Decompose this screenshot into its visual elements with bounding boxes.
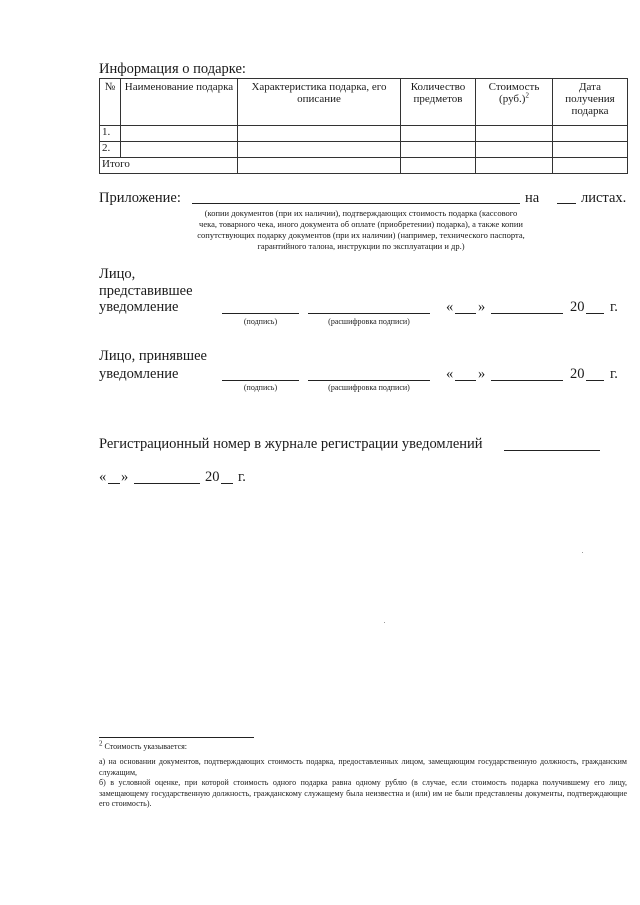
header-quantity: Количество предметов [401,79,476,126]
scan-speck [384,622,385,623]
row-date[interactable] [553,126,628,142]
row-date[interactable] [553,142,628,158]
header-date: Дата получения подарка [553,79,628,126]
table-total-row [100,158,628,174]
attachment-docs-line[interactable] [192,203,520,204]
receiver-day-line[interactable] [455,380,476,381]
receiver-label-line2: уведомление [99,366,179,382]
receiver-quote-open: « [446,366,454,382]
header-cost [476,79,553,126]
submitter-month-line[interactable] [491,313,563,314]
receiver-year-line[interactable] [586,380,604,381]
footnote-mark: 2 [99,739,103,748]
submitter-label-line2: представившее [99,283,193,299]
registration-label: Регистрационный номер в журнале регистрации уведомлений [99,436,483,452]
header-name: Наименование подарка [121,79,238,126]
receiver-decoding-caption: (расшифровка подписи) [328,383,410,392]
receiver-label-line1: Лицо, принявшее [99,348,207,364]
total-date [553,158,628,174]
gifts-table [99,78,628,174]
row-quantity[interactable] [401,142,476,158]
row-name[interactable] [121,142,238,158]
registration-year-line[interactable] [221,483,233,484]
attachment-on-label: на [525,190,540,206]
total-cost[interactable] [476,158,553,174]
row-description[interactable] [238,126,401,142]
header-description: Характеристика подарка, его описание [238,79,401,126]
registration-number-line[interactable] [504,450,600,451]
submitter-label-line3: уведомление [99,299,179,315]
row-cost[interactable] [476,126,553,142]
receiver-signature-caption: (подпись) [243,383,278,392]
table-row [100,126,628,142]
submitter-year-prefix: 20 [570,299,585,315]
submitter-label-line1: Лицо, [99,266,136,282]
submitter-quote-open: « [446,299,454,315]
receiver-decoding-line[interactable] [308,380,430,381]
table-header-row [100,79,628,126]
submitter-signature-caption: (подпись) [243,317,278,326]
table-row [100,142,628,158]
footnote-intro-text: Стоимость указывается: [104,742,188,751]
total-quantity[interactable] [401,158,476,174]
scan-speck [582,552,583,553]
header-number: № [100,79,121,126]
registration-quote-open: « [99,469,107,485]
attachment-label: Приложение: [99,190,181,206]
attachment-sheets-count-line[interactable] [557,203,576,204]
footnote-intro [99,739,627,753]
row-number: 1. [100,126,121,142]
gift-info-heading: Информация о подарке: [99,61,246,77]
submitter-decoding-line[interactable] [308,313,430,314]
receiver-year-prefix: 20 [570,366,585,382]
submitter-year-suffix: г. [610,299,618,315]
attachment-note: (копии документов (при их наличии), подтверждающих стоимость подарка (кассового чека, товарного чека, иного документа об оплате (приобретении) подарка), а также копии сопутствующих подарку документов (при их наличии) (например, технического паспорта, гарантийного талона, инструкции по эксплуатации и др.) [197,208,525,251]
footnote-separator [99,737,254,738]
receiver-signature-line[interactable] [222,380,299,381]
receiver-month-line[interactable] [491,380,563,381]
footnote-reference: 2 [525,91,529,100]
total-description [238,158,401,174]
row-quantity[interactable] [401,126,476,142]
row-name[interactable] [121,126,238,142]
footnote-item-b: б) в условной оценке, при которой стоимость одного подарка равна одному рублю (в случае, если стоимость подарка получившему его лицу, замещающему государственную должность, гражданскому служащему была неизвестна и (или) им не были представлены документы, подтверждающие его стоимость). [99,778,627,808]
row-number: 2. [100,142,121,158]
receiver-quote-close: » [478,366,486,382]
footnote-item-a: а) на основании документов, подтверждающих стоимость подарка, предоставленных лицом, замещающим государственную должность, гражданским служащим, [99,757,627,777]
submitter-year-line[interactable] [586,313,604,314]
attachment-sheets-label: листах. [581,190,627,206]
submitter-quote-close: » [478,299,486,315]
submitter-day-line[interactable] [455,313,476,314]
total-label: Итого [100,158,238,174]
row-description[interactable] [238,142,401,158]
registration-year-prefix: 20 [205,469,220,485]
registration-quote-close: » [121,469,129,485]
header-cost-label: Стоимость (руб.) [488,81,540,105]
receiver-year-suffix: г. [610,366,618,382]
registration-year-suffix: г. [238,469,246,485]
submitter-signature-line[interactable] [222,313,299,314]
row-cost[interactable] [476,142,553,158]
registration-day-line[interactable] [108,483,120,484]
submitter-decoding-caption: (расшифровка подписи) [328,317,410,326]
registration-month-line[interactable] [134,483,200,484]
